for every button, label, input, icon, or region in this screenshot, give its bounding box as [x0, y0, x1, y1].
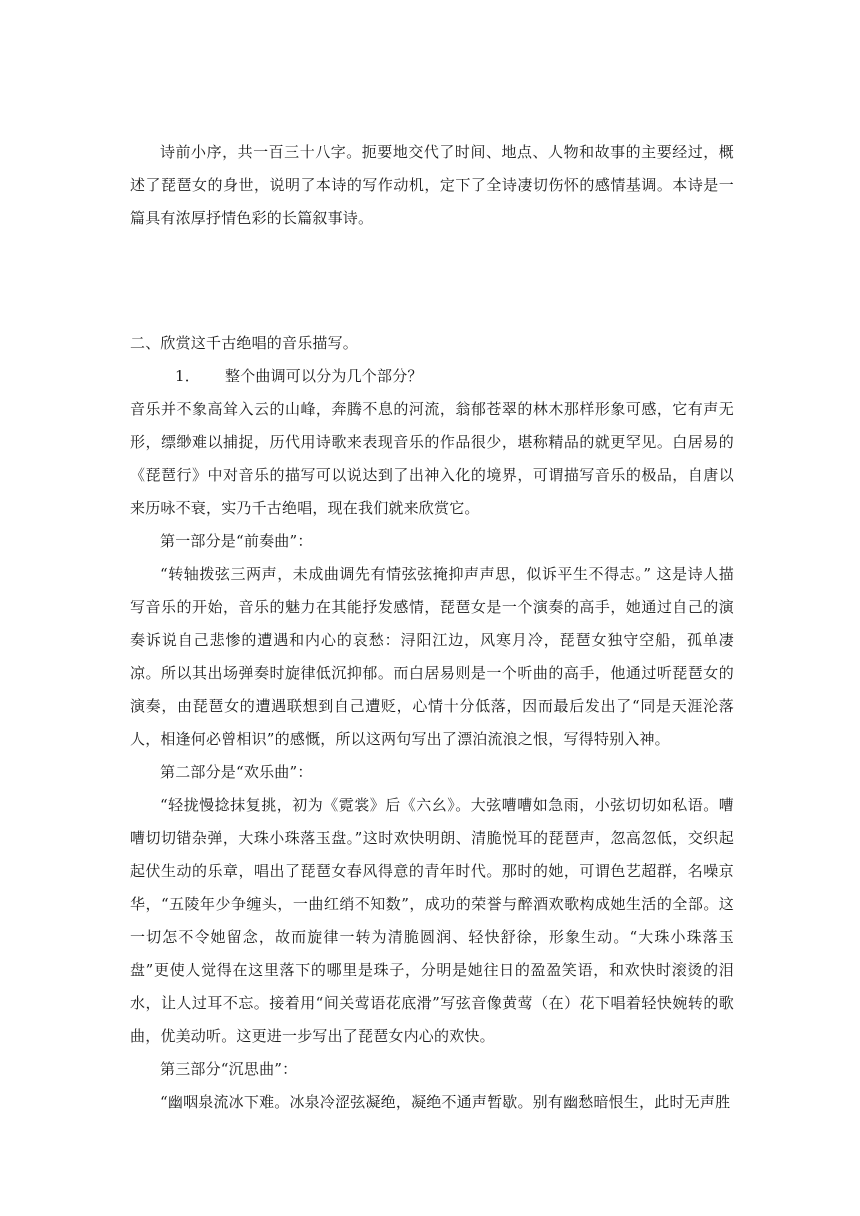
question-number: 1．: [175, 367, 200, 385]
part1-title: 第一部分是“前奏曲”：: [160, 532, 313, 550]
part3-paragraph: “幽咽泉流冰下难。冰泉冷涩弦凝绝，凝绝不通声暂歇。别有幽愁暗恨生，此时无声胜: [160, 1093, 731, 1111]
document-body: [130, 136, 734, 1119]
part3-title: 第三部分“沉思曲”：: [160, 1060, 298, 1078]
part2-paragraph: “轻拢慢捻抹复挑，初为《霓裳》后《六幺》。大弦嘈嘈如急雨，小弦切切如私语。嘈嘈切切错杂弹，大珠小珠落玉盘。”这时欢快明朗、清脆悦耳的琵琶声，忽高忽低，交织起起伏生动的乐章，唱出了琵琶女春风得意的青年时代。那时的她，可谓色艺超群，名噪京华，“五陵年少争缠头，一曲红绡不知数”，成功的荣誉与醉酒欢歌构成她生活的全部。这一切怎不令她留念，故而旋律一转为清脆圆润、轻快舒徐，形象生动。“大珠小珠落玉盘”更使人觉得在这里落下的哪里是珠子，分明是她往日的盈盈笑语，和欢快时滚烫的泪水，让人过耳不忘。接着用“间关莺语花底滑”写弦音像黄莺（在）花下唱着轻快婉转的歌曲，优美动听。这更进一步写出了琵琶女内心的欢快。: [130, 796, 734, 1045]
section-gap: [130, 235, 734, 327]
section-heading: 二、欣赏这千古绝唱的音乐描写。: [130, 334, 359, 352]
question-text: 整个曲调可以分为几个部分？: [225, 367, 423, 385]
answer-intro-paragraph: 音乐并不象高耸入云的山峰，奔腾不息的河流，翁郁苍翠的林木那样形象可感，它有声无形，缥缈难以捕捉，历代用诗歌来表现音乐的作品很少，堪称精品的就更罕见。白居易的《琵琶行》中对音乐的描写可以说达到了出神入化的境界，可谓描写音乐的极品，自唐以来历咏不衰，实乃千古绝唱，现在我们就来欣赏它。: [130, 400, 734, 517]
intro-paragraph: 诗前小序，共一百三十八字。扼要地交代了时间、地点、人物和故事的主要经过，概述了琵琶女的身世，说明了本诗的写作动机，定下了全诗凄切伤怀的感情基调。本诗是一篇具有浓厚抒情色彩的长篇叙事诗。: [130, 143, 734, 227]
question-item: [130, 360, 734, 393]
part2-title: 第二部分是“欢乐曲”：: [160, 763, 313, 781]
part1-paragraph: “转轴拨弦三两声，未成曲调先有情弦弦掩抑声声思，似诉平生不得志。” 这是诗人描写音乐的开始，音乐的魅力在其能抒发感情，琵琶女是一个演奏的高手，她通过自己的演奏诉说自己悲惨的遭遇和内心的哀愁：浔阳江边，风寒月冷，琵琶女独守空船，孤单凄凉。所以其出场弹奏时旋律低沉抑郁。而白居易则是一个听曲的高手，他通过听琵琶女的演奏，由琵琶女的遭遇联想到自己遭贬，心情十分低落，因而最后发出了“同是天涯沦落人，相逢何必曾相识”的感慨，所以这两句写出了漂泊流浪之恨，写得特别入神。: [130, 565, 734, 748]
